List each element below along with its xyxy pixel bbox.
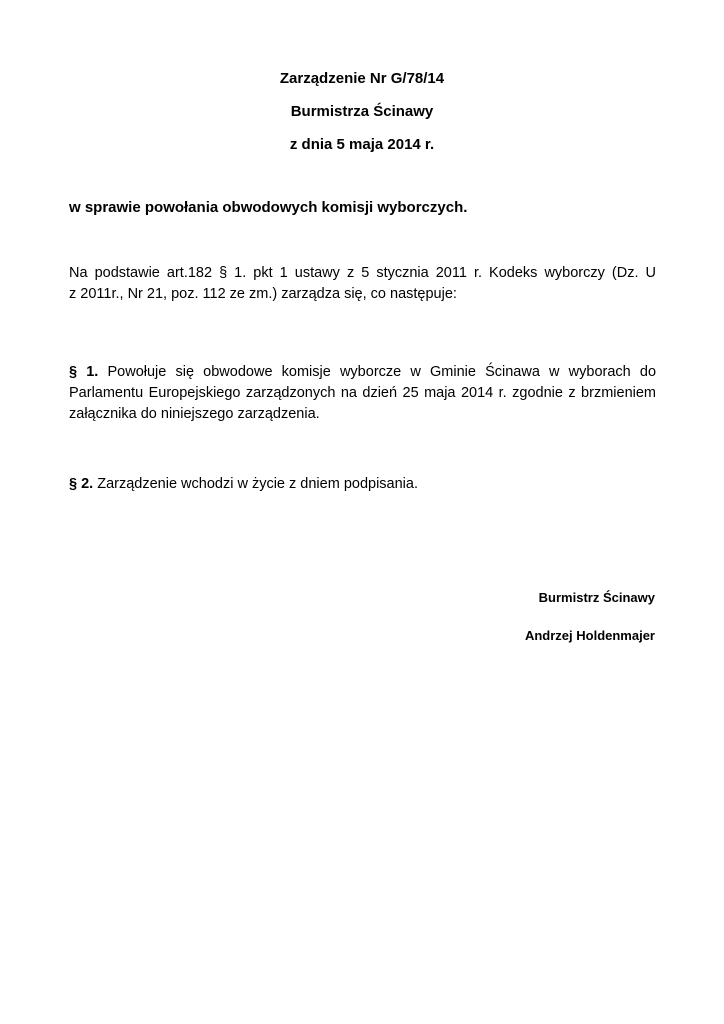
document-subject: w sprawie powołania obwodowych komisji wyborczych.	[69, 199, 468, 216]
section-1-marker: § 1.	[69, 364, 99, 380]
signature-title: Burmistrz Ścinawy	[538, 590, 655, 605]
section-1-line-1-text: Powołuje się obwodowe komisje wyborcze w Gminie Ścinawa w wyborach do	[107, 364, 657, 380]
section-2-line	[69, 474, 656, 495]
section-1-paragraph	[69, 362, 656, 425]
legal-basis-line-1: Na podstawie art.182 § 1. pkt 1 ustawy z 5 stycznia 2011 r. Kodeks wyborczy (Dz. U	[69, 265, 656, 281]
document-title: Zarządzenie Nr G/78/14	[279, 70, 445, 87]
section-2-paragraph	[69, 474, 656, 495]
section-2-text: Zarządzenie wchodzi w życie z dniem podpisania.	[97, 476, 418, 492]
signature-name: Andrzej Holdenmajer	[524, 628, 655, 643]
legal-basis-paragraph	[69, 263, 656, 305]
section-1-line-1	[69, 362, 656, 383]
legal-basis-line-2: z 2011r., Nr 21, poz. 112 ze zm.) zarządza się, co następuje:	[69, 286, 457, 302]
section-2-marker: § 2.	[69, 476, 94, 492]
section-1-line-2: Parlamentu Europejskiego zarządzonych na dzień 25 maja 2014 r. zgodnie z brzmieniem	[69, 385, 656, 401]
document-issuer: Burmistrza Ścinawy	[290, 103, 434, 120]
document-date: z dnia 5 maja 2014 r.	[289, 136, 435, 153]
section-1-line-3: załącznika do niniejszego zarządzenia.	[69, 406, 320, 422]
